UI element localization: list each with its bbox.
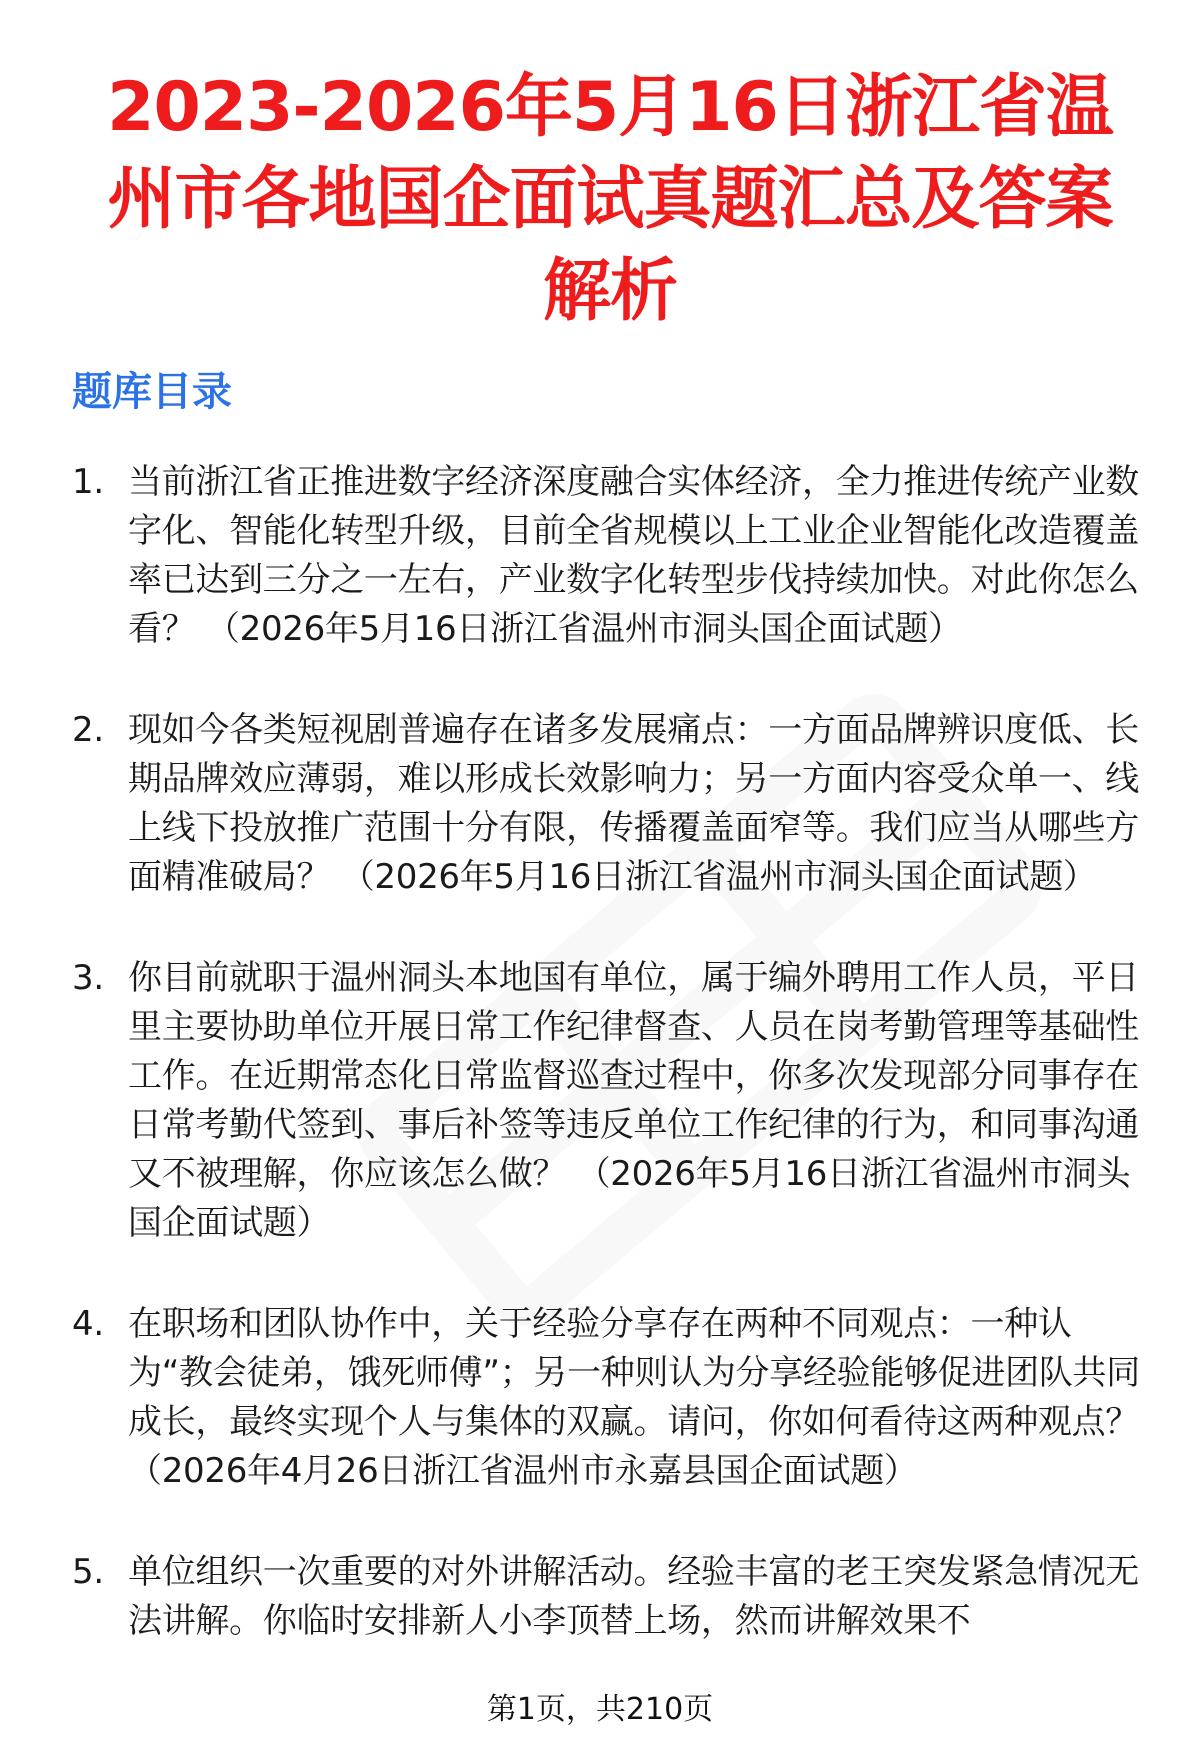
question-text: 在职场和团队协作中，关于经验分享存在两种不同观点：一种认为“教会徒弟，饿死师傅”；另一种则认为分享经验能够促进团队共同成长，最终实现个人与集体的双赢。请问，你如何看待这两种观点？ （2026年4月26日浙江省温州市永嘉县国企面试题）: [128, 1304, 1140, 1491]
question-text: 你目前就职于温州洞头本地国有单位，属于编外聘用工作人员，平日里主要协助单位开展日常工作纪律督查、人员在岗考勤管理等基础性工作。在近期常态化日常监督巡查过程中，你多次发现部分同事存在日常考勤代签到、事后补签等违反单位工作纪律的行为，和同事沟通又不被理解，你应该怎么做？ （2026年5月16日浙江省温州市洞头国企面试题）: [128, 958, 1139, 1243]
section-heading: 题库目录: [72, 369, 232, 415]
question-number: 3.: [72, 958, 104, 998]
document-title: 2023-2026年5月16日浙江省温州市各地国企面试真题汇总及答案解析: [107, 68, 1113, 331]
question-text: 当前浙江省正推进数字经济深度融合实体经济，全力推进传统产业数字化、智能化转型升级，目前全省规模以上工业企业智能化改造覆盖率已达到三分之一左右，产业数字化转型步伐持续加快。对此你怎么看？ （2026年5月16日浙江省温州市洞头国企面试题）: [128, 462, 1139, 649]
list-item: [72, 1548, 1142, 1646]
list-item: [72, 1300, 1142, 1496]
list-item: [72, 706, 1142, 902]
question-text: 现如今各类短视剧普遍存在诸多发展痛点：一方面品牌辨识度低、长期品牌效应薄弱，难以形成长效影响力；另一方面内容受众单一、线上线下投放推广范围十分有限，传播覆盖面窄等。我们应当从哪些方面精准破局？ （2026年5月16日浙江省温州市洞头国企面试题）: [128, 710, 1139, 897]
question-number: 5.: [72, 1552, 104, 1592]
question-list: [72, 458, 1142, 1660]
page-number-footer: 第1页，共210页: [486, 1692, 714, 1727]
question-text: 单位组织一次重要的对外讲解活动。经验丰富的老王突发紧急情况无法讲解。你临时安排新人小李顶替上场，然而讲解效果不: [128, 1552, 1139, 1641]
list-item: [72, 458, 1142, 654]
question-number: 2.: [72, 710, 104, 750]
question-number: 4.: [72, 1304, 104, 1344]
question-number: 1.: [72, 462, 104, 502]
list-item: [72, 954, 1142, 1248]
